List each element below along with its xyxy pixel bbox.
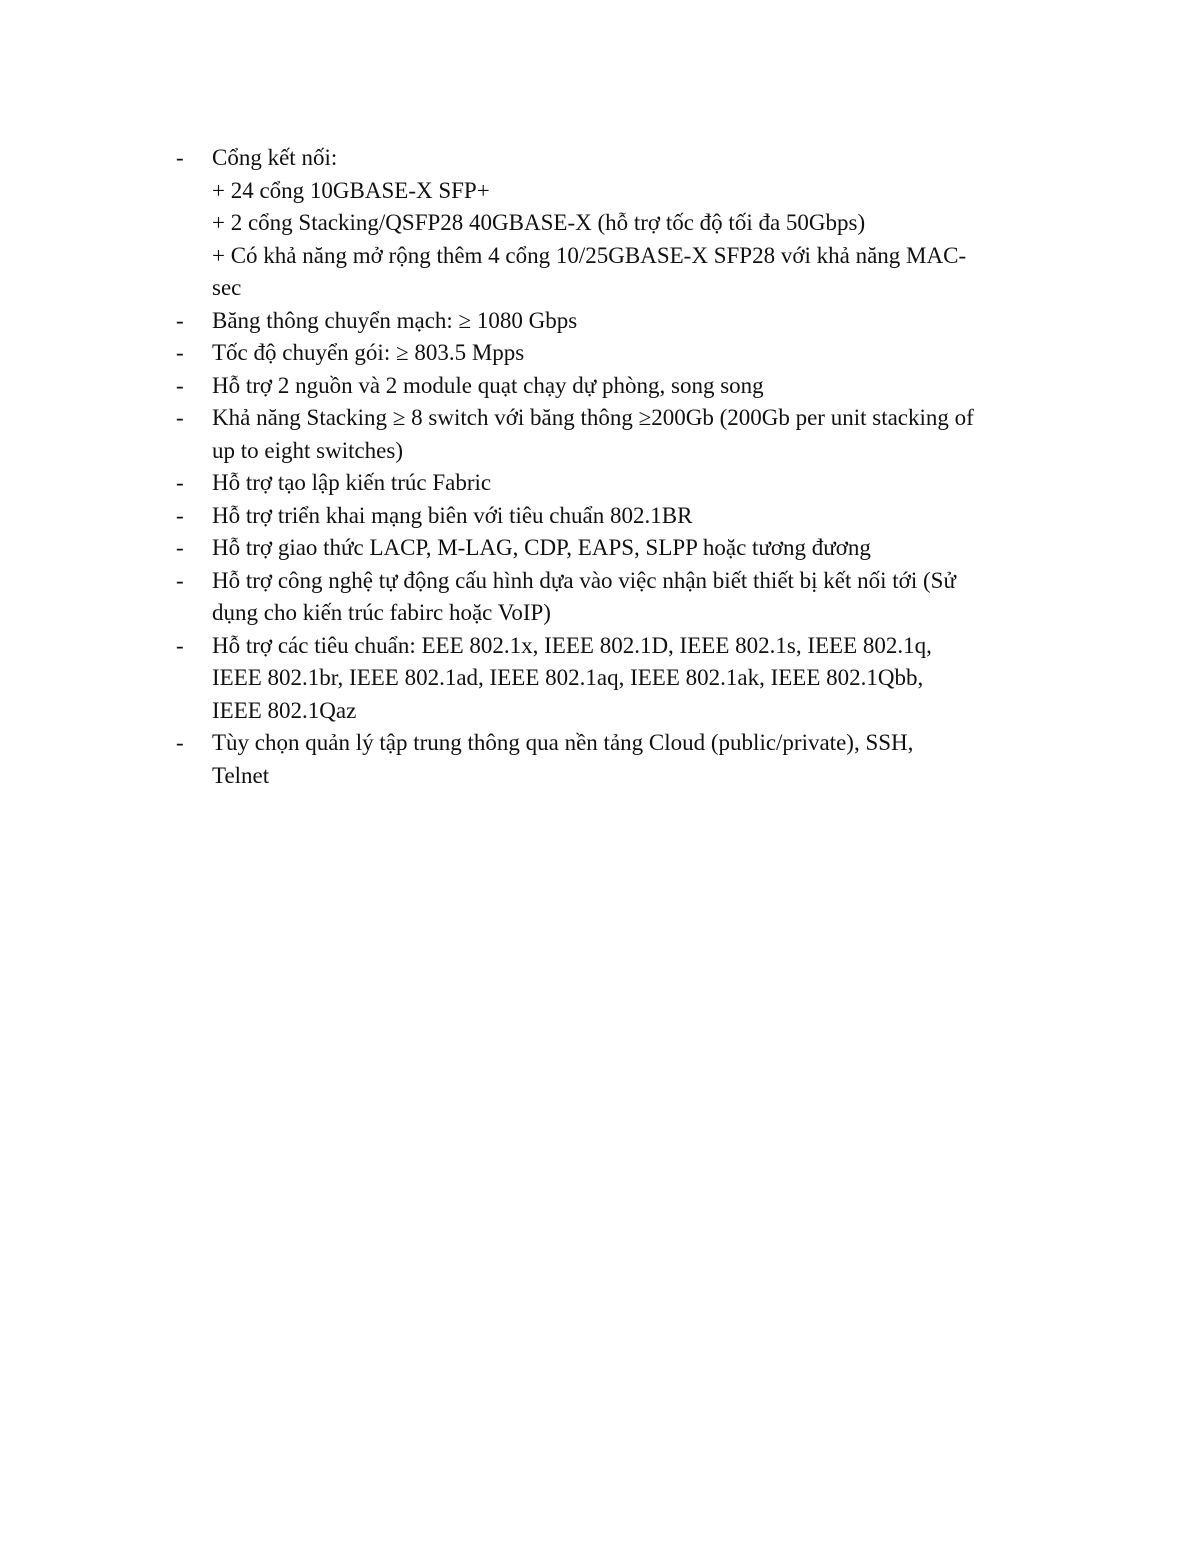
item-text: Hỗ trợ tạo lập kiến trúc Fabric — [212, 470, 492, 495]
item-text: Khả năng Stacking ≥ 8 switch với băng thông ≥200Gb (200Gb per unit stacking of — [212, 405, 974, 430]
bullet-dash: - — [176, 405, 184, 430]
list-item-fabric — [172, 467, 1072, 500]
bullet-dash: - — [176, 470, 184, 495]
bullet-dash: - — [176, 502, 184, 528]
list-item-redundant-power — [172, 370, 1072, 403]
item-text: Băng thông chuyển mạch: ≥ 1080 Gbps — [212, 307, 578, 333]
list-item-management — [172, 727, 1072, 792]
sub-item-stacking-ports: + 2 cổng Stacking/QSFP28 40GBASE-X (hỗ trợ tốc độ tối đa 50Gbps) — [212, 210, 866, 235]
bullet-dash: - — [176, 730, 184, 755]
list-item-edge-network — [172, 500, 1072, 533]
list-item-ports — [172, 142, 1072, 305]
sub-item-10g-ports: + 24 cổng 10GBASE-X SFP+ — [212, 177, 490, 203]
bullet-dash: - — [176, 535, 184, 560]
list-item-protocols — [172, 532, 1072, 565]
list-item-stacking — [172, 402, 1072, 467]
item-text: Tốc độ chuyển gói: ≥ 803.5 Mpps — [212, 340, 525, 365]
item-text-cont: up to eight switches) — [212, 437, 403, 463]
list-item-standards — [172, 630, 1072, 728]
sub-item-expansion-ports-cont: sec — [212, 275, 242, 300]
item-text: Cổng kết nối: — [212, 145, 338, 170]
item-text: Hỗ trợ triển khai mạng biên với tiêu chuẩn 802.1BR — [212, 502, 693, 528]
item-text-cont: Telnet — [212, 762, 270, 788]
item-text: Hỗ trợ 2 nguồn và 2 module quạt chạy dự phòng, song song — [212, 372, 764, 398]
item-text-cont: IEEE 802.1Qaz — [212, 697, 357, 723]
item-text: Hỗ trợ giao thức LACP, M-LAG, CDP, EAPS, SLPP hoặc tương đương — [212, 535, 871, 560]
item-text: Hỗ trợ công nghệ tự động cấu hình dựa vào việc nhận biết thiết bị kết nối tới (Sử — [212, 567, 956, 593]
bullet-dash: - — [176, 632, 184, 658]
sub-item-expansion-ports: + Có khả năng mở rộng thêm 4 cổng 10/25GBASE-X SFP28 với khả năng MAC- — [212, 242, 967, 268]
item-text-cont: IEEE 802.1br, IEEE 802.1ad, IEEE 802.1aq, IEEE 802.1ak, IEEE 802.1Qbb, — [212, 665, 924, 690]
spec-list — [172, 142, 1072, 792]
item-text: Hỗ trợ các tiêu chuẩn: EEE 802.1x, IEEE 802.1D, IEEE 802.1s, IEEE 802.1q, — [212, 632, 932, 658]
bullet-dash: - — [176, 307, 184, 333]
item-text-cont: dụng cho kiến trúc fabirc hoặc VoIP) — [212, 600, 551, 625]
bullet-dash: - — [176, 567, 184, 593]
bullet-dash: - — [176, 145, 184, 170]
item-text: Tùy chọn quản lý tập trung thông qua nền tảng Cloud (public/private), SSH, — [212, 730, 914, 755]
bullet-dash: - — [176, 340, 184, 365]
list-item-auto-config — [172, 565, 1072, 630]
list-item-packet-rate — [172, 337, 1072, 370]
bullet-dash: - — [176, 372, 184, 398]
list-item-switching-bandwidth — [172, 305, 1072, 338]
